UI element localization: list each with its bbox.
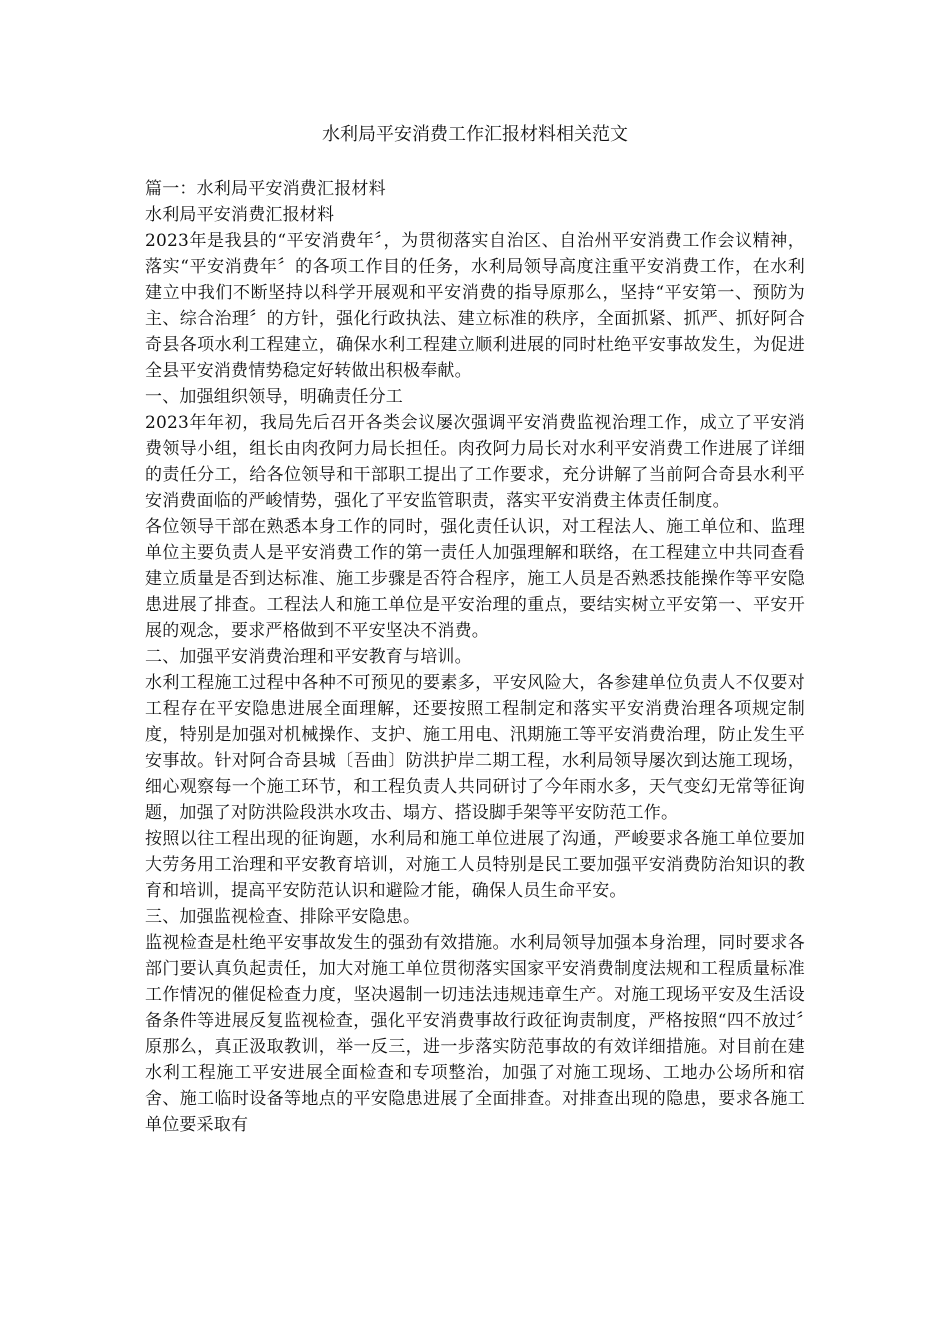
heading-section-1: 一、加强组织领导，明确责任分工: [145, 387, 403, 407]
document-title: 水利局平安消费工作汇报材料相关范文: [322, 124, 628, 145]
paragraph-section-1-b: 各位领导干部在熟悉本身工作的同时，强化责任认识，对工程法人、施工单位和、监理单位主要负责人是平安消费工作的第一责任人加强理解和联络，在工程建立中共同查看建立质量是否到达标准、施工步骤是否符合程序，施工人员是否熟悉技能操作等平安隐患进展了排查。工程法人和施工单位是平安治理的重点，要结实树立平安第一、平安开展的观念，要求严格做到不平安坚决不消费。: [145, 517, 805, 641]
paragraph-section-1-a: 2023年年初，我局先后召开各类会议屡次强调平安消费监视治理工作，成立了平安消费领导小组，组长由肉孜阿力局长担任。肉孜阿力局长对水利平安消费工作进展了详细的责任分工，给各位领导和干部职工提出了工作要求，充分讲解了当前阿合奇县水利平安消费面临的严峻情势，强化了平安监管职责，落实平安消费主体责任制度。: [145, 413, 805, 511]
paragraph-section-header: 篇一：水利局平安消费汇报材料: [145, 179, 386, 199]
heading-section-3: 三、加强监视检查、排除平安隐患。: [145, 907, 421, 927]
paragraph-intro: 2023年是我县的“平安消费年〞，为贯彻落实自治区、自治州平安消费工作会议精神，落实“平安消费年〞的各项工作目的任务，水利局领导高度注重平安消费工作，在水利建立中我们不断坚持以科学开展观和平安消费的指导原那么，坚持“平安第一、预防为主、综合治理〞的方针，强化行政执法、建立标准的秩序，全面抓紧、抓严、抓好阿合奇县各项水利工程建立，确保水利工程建立顺利进展的同时杜绝平安事故发生，为促进全县平安消费情势稳定好转做出积极奉献。: [145, 231, 805, 381]
paragraph-section-2-b: 按照以往工程出现的征询题，水利局和施工单位进展了沟通，严峻要求各施工单位要加大劳务用工治理和平安教育培训，对施工人员特别是民工要加强平安消费防治知识的教育和培训，提高平安防范认识和避险才能，确保人员生命平安。: [145, 829, 805, 901]
paragraph-section-2-a: 水利工程施工过程中各种不可预见的要素多，平安风险大，各参建单位负责人不仅要对工程存在平安隐患进展全面理解，还要按照工程制定和落实平安消费治理各项规定制度，特别是加强对机械操作、支护、施工用电、汛期施工等平安消费治理，防止发生平安事故。针对阿合奇县城〔吾曲〕防洪护岸二期工程，水利局领导屡次到达施工现场，细心观察每一个施工环节，和工程负责人共同研讨了今年雨水多，天气变幻无常等征询题，加强了对防洪险段洪水攻击、塌方、搭设脚手架等平安防范工作。: [145, 673, 805, 823]
document-page: [145, 120, 805, 1138]
paragraph-subtitle: 水利局平安消费汇报材料: [145, 205, 335, 225]
heading-section-2: 二、加强平安消费治理和平安教育与培训。: [145, 647, 472, 667]
paragraph-section-3-a: 监视检查是杜绝平安事故发生的强劲有效措施。水利局领导加强本身治理，同时要求各部门要认真负起责任，加大对施工单位贯彻落实国家平安消费制度法规和工程质量标准工作情况的催促检查力度，坚决遏制一切违法违规违章生产。对施工现场平安及生活设备条件等进展反复监视检查，强化平安消费事故行政征询责制度，严格按照“四不放过〞原那么，真正汲取教训，举一反三，进一步落实防范事故的有效详细措施。对目前在建水利工程施工平安进展全面检查和专项整治，加强了对施工现场、工地办公场所和宿舍、施工临时设备等地点的平安隐患进展了全面排查。对排查出现的隐患，要求各施工单位要采取有: [145, 933, 805, 1135]
